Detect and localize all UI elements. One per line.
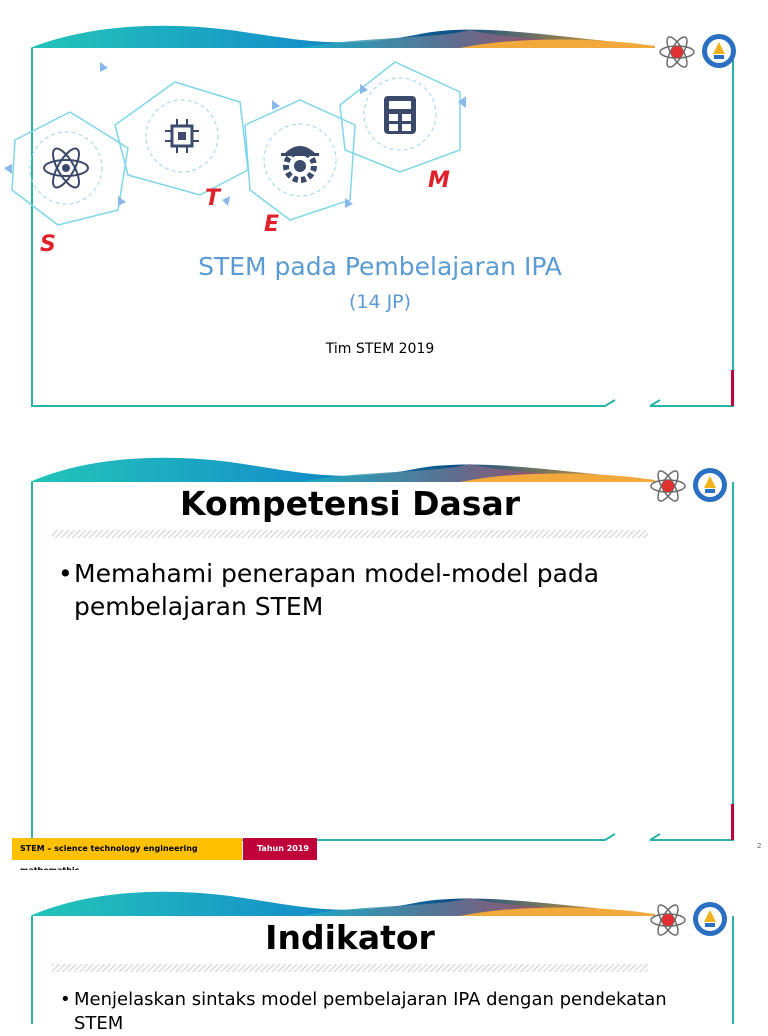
slide-author: Tim STEM 2019 <box>325 341 435 357</box>
bullet-icon: • <box>58 559 73 588</box>
list-item: Memahami penerapan model-model pada pembelajaran STEM <box>74 559 600 621</box>
list-item: Menjelaskan sintaks model pembelajaran IPA dengan pendekatan STEM <box>74 989 667 1034</box>
atom-icon <box>40 142 92 194</box>
tut-wuri-logo-icon <box>691 466 729 504</box>
chip-icon <box>162 116 202 156</box>
indikator-slide <box>0 870 768 1034</box>
slide-subtitle: (14 JP) <box>348 291 412 313</box>
bullet-list <box>58 557 678 623</box>
letter-t: T <box>205 186 221 211</box>
page-number: 2 <box>757 842 762 850</box>
title-slide <box>0 0 768 412</box>
letter-s: S <box>40 232 56 257</box>
footer-caption: STEM – science technology engineering <box>12 838 242 860</box>
bullet-list <box>60 988 700 1036</box>
slide-title: STEM pada Pembelajaran IPA <box>198 252 562 281</box>
kompetensi-dasar-slide <box>0 440 768 852</box>
slide-title: Kompetensi Dasar <box>180 484 520 523</box>
tut-wuri-logo-icon <box>691 900 729 938</box>
letter-e: E <box>264 212 280 237</box>
slide-title: Indikator <box>265 918 435 957</box>
tut-wuri-logo-icon <box>700 32 738 70</box>
footer-year: Tahun 2019 <box>243 838 317 860</box>
gear-helmet-icon <box>274 136 326 184</box>
calculator-icon <box>382 94 418 136</box>
atom-logo-icon <box>657 32 697 72</box>
bullet-icon: • <box>60 989 71 1010</box>
letter-m: M <box>428 168 450 193</box>
